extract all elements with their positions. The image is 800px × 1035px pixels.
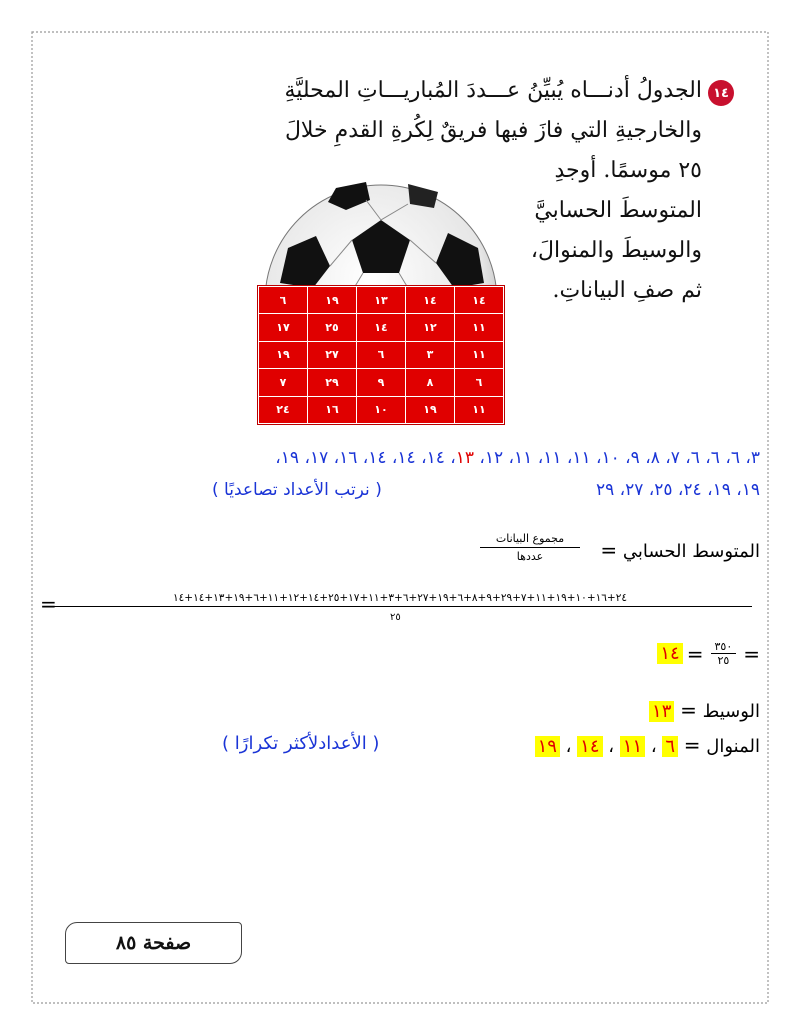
median-line: الوسيط = ١٣ bbox=[649, 698, 760, 722]
mean-label: المتوسط الحسابي = bbox=[600, 538, 760, 562]
table-row bbox=[259, 314, 504, 341]
table-cell: ٢٥ bbox=[308, 314, 357, 341]
mean-label-text: المتوسط الحسابي bbox=[622, 541, 760, 562]
ordered-median-highlight: ١٣ bbox=[455, 448, 474, 468]
mode-label: المنوال bbox=[706, 736, 760, 757]
question-line-4: المتوسطَ الحسابيَّ bbox=[534, 198, 702, 223]
table-cell: ٦ bbox=[259, 287, 308, 314]
equals-sign: = bbox=[743, 641, 760, 666]
table-cell: ١٣ bbox=[357, 287, 406, 314]
table-cell: ١٤ bbox=[357, 314, 406, 341]
mean-formula-fraction bbox=[480, 532, 580, 563]
table-cell: ١١ bbox=[455, 396, 504, 423]
result-denominator: ٢٥ bbox=[717, 654, 730, 667]
mean-result bbox=[657, 640, 760, 667]
mode-value: ١١ bbox=[620, 736, 645, 757]
fraction-denominator: عددها bbox=[516, 550, 544, 563]
sum-equals-sign: = bbox=[40, 592, 57, 616]
table-cell: ٦ bbox=[455, 369, 504, 396]
question-number-badge: ١٤ bbox=[708, 80, 734, 106]
soccer-ball-image bbox=[258, 178, 504, 288]
mode-note: ( الأعدادلأكثر تكرارًا ) bbox=[222, 733, 380, 754]
median-value: ١٣ bbox=[649, 701, 674, 722]
table-cell: ٦ bbox=[357, 341, 406, 368]
page-number-label: صفحة ٨٥ bbox=[65, 922, 242, 964]
table-row bbox=[259, 369, 504, 396]
table-cell: ١١ bbox=[455, 314, 504, 341]
result-fraction bbox=[711, 640, 737, 667]
ordered-part-1: ٣، ٦، ٦، ٦، ٧، ٨، ٩، ١٠، ١١، ١١، ١١، ١٢، bbox=[474, 448, 760, 468]
table-cell: ١٢ bbox=[406, 314, 455, 341]
mode-value: ١٩ bbox=[535, 736, 560, 757]
result-numerator: ٣٥٠ bbox=[711, 640, 737, 654]
table-cell: ١٩ bbox=[406, 396, 455, 423]
sum-expression: ٢٤+١٦+١٠+١٩+١١+٧+٢٩+٩+٨+٦+١٩+٢٧+٦+٣+١١+١٧+٢٥+١٤+١٢+١١+٦+١٩+١٣+١٤+١٤ bbox=[48, 592, 752, 607]
table-cell: ٧ bbox=[259, 369, 308, 396]
fraction-numerator: مجموع البيانات bbox=[480, 532, 580, 548]
equals-sign: = bbox=[686, 641, 704, 666]
mode-line: المنوال = ٦ ، ١١ ، ١٤ ، ١٩ bbox=[535, 733, 760, 757]
table-cell: ٢٤ bbox=[259, 396, 308, 423]
table-cell: ١٦ bbox=[308, 396, 357, 423]
table-row bbox=[259, 287, 504, 314]
question-line-5: والوسيطَ والمنوالَ، bbox=[530, 238, 702, 263]
ordered-data-line-1 bbox=[40, 448, 760, 468]
mean-value: ١٤ bbox=[657, 643, 682, 664]
table-cell: ٢٩ bbox=[308, 369, 357, 396]
table-cell: ١٧ bbox=[259, 314, 308, 341]
mode-value: ١٤ bbox=[577, 736, 602, 757]
table-cell: ١١ bbox=[455, 341, 504, 368]
median-label: الوسيط bbox=[702, 701, 760, 722]
sum-denominator: ٢٥ bbox=[390, 612, 401, 623]
question-line-3: ٢٥ موسمًا. أوجدِ bbox=[554, 158, 702, 183]
table-cell: ٢٧ bbox=[308, 341, 357, 368]
table-cell: ١٩ bbox=[259, 341, 308, 368]
table-cell: ٣ bbox=[406, 341, 455, 368]
ordered-data-line-2: ١٩، ١٩، ٢٤، ٢٥، ٢٧، ٢٩ bbox=[595, 480, 760, 500]
ordered-note: ( نرتب الأعداد تصاعديًا ) bbox=[212, 480, 382, 500]
table-cell: ٨ bbox=[406, 369, 455, 396]
table-cell: ١٠ bbox=[357, 396, 406, 423]
table-row bbox=[259, 341, 504, 368]
question-line-6: ثم صفِ البياناتِ. bbox=[552, 278, 702, 303]
ordered-part-2: ، ١٤، ١٤، ١٤، ١٦، ١٧، ١٩، bbox=[275, 448, 456, 468]
question-line-1: الجدولُ أدنـــاه يُبيِّنُ عـــددَ المُباريـــاتِ المحليَّةِ bbox=[284, 78, 702, 103]
mode-value: ٦ bbox=[662, 736, 678, 757]
question-line-2: والخارجيةِ التي فازَ فيها فريقٌ لِكُرةِ القدمِ خلالَ bbox=[284, 118, 702, 143]
table-cell: ١٤ bbox=[455, 287, 504, 314]
table-row bbox=[259, 396, 504, 423]
table-cell: ٩ bbox=[357, 369, 406, 396]
data-table bbox=[257, 285, 505, 425]
table-cell: ١٤ bbox=[406, 287, 455, 314]
table-cell: ١٩ bbox=[308, 287, 357, 314]
